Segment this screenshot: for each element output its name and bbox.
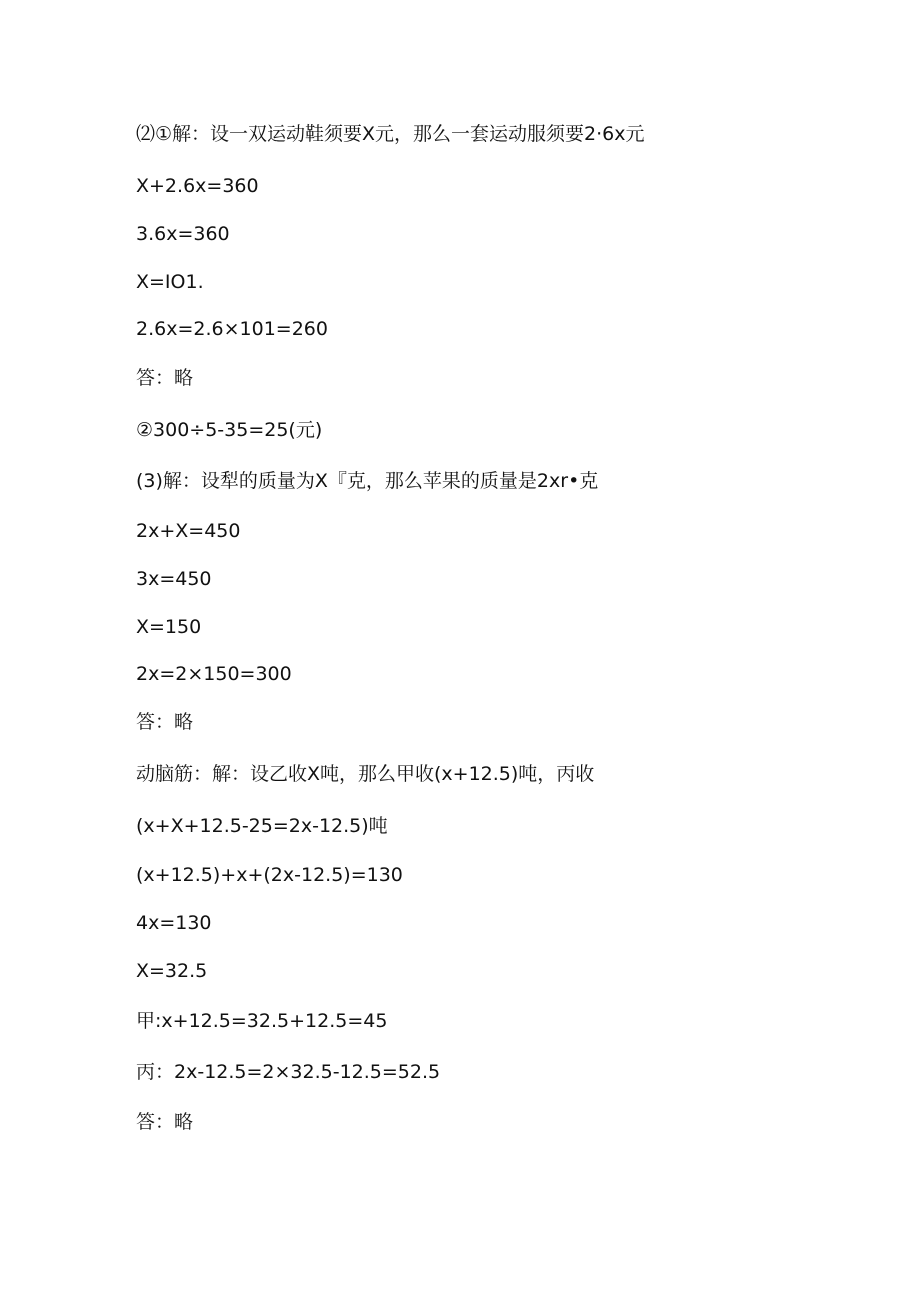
line-equation: X=IO1. [136,271,204,293]
line-equation: 3.6x=360 [136,223,230,245]
line-equation: X=150 [136,616,202,638]
line-equation: (x+X+12.5-25=2x-12.5)吨 [136,815,388,837]
line-equation: X=32.5 [136,960,208,982]
line-equation: 2x+X=450 [136,520,241,542]
line-answer: 答：略 [136,711,194,733]
line-equation: (x+12.5)+x+(2x-12.5)=130 [136,864,403,886]
line-q3-setup: (3)解：设犁的质量为X『克，那么苹果的质量是2xr•克 [136,470,599,492]
line-q2-2-calc: ②300÷5-35=25(元) [136,419,323,441]
line-equation: 2x=2×150=300 [136,663,292,685]
line-equation: 2.6x=2.6×101=260 [136,318,328,340]
line-q2-1-setup: ⑵①解：设一双运动鞋须要X元，那么一套运动服须要2·6x元 [136,123,645,145]
line-equation: 4x=130 [136,912,212,934]
line-brain-teaser-setup: 动脑筋：解：设乙收X吨，那么甲收(x+12.5)吨，丙收 [136,763,595,785]
line-result-bing: 丙：2x-12.5=2×32.5-12.5=52.5 [136,1061,441,1083]
line-result-jia: 甲:x+12.5=32.5+12.5=45 [136,1010,388,1032]
line-answer: 答：略 [136,1111,194,1133]
line-answer: 答：略 [136,367,194,389]
line-equation: X+2.6x=360 [136,175,259,197]
line-equation: 3x=450 [136,568,212,590]
